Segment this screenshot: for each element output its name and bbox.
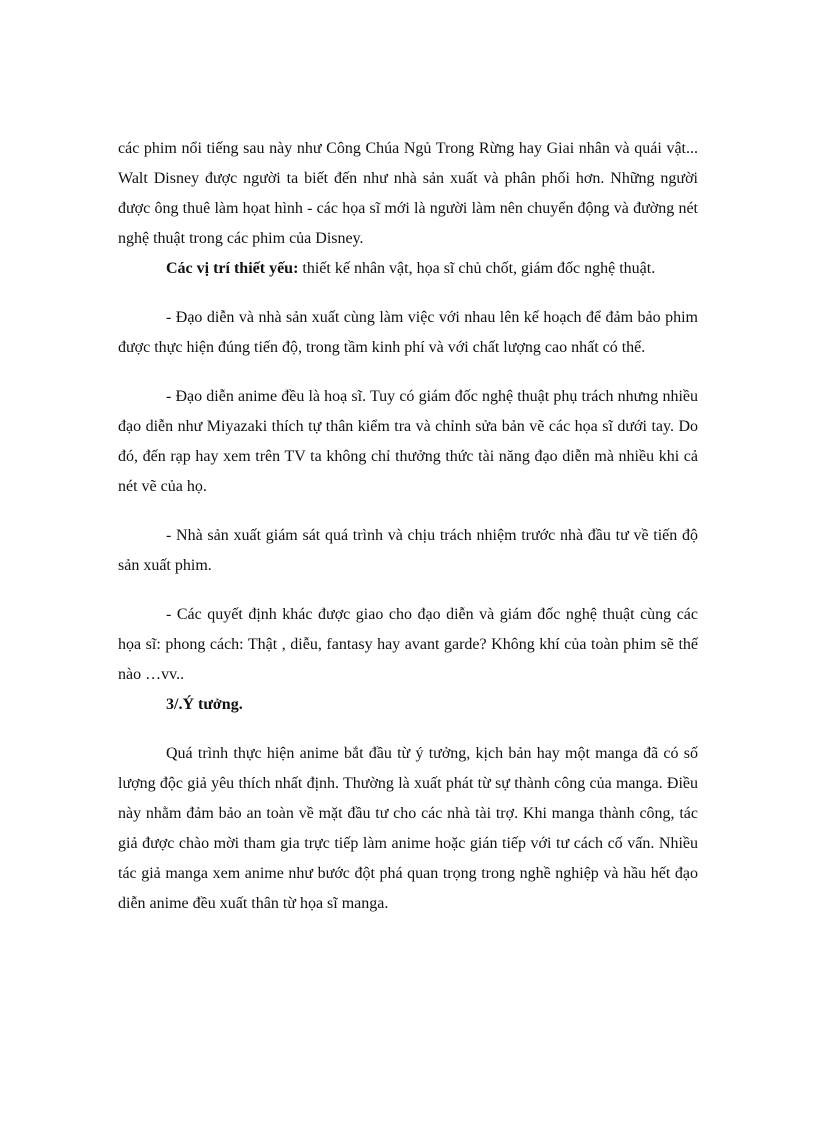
idea-paragraph: Quá trình thực hiện anime bắt đầu từ ý tưởng, kịch bản hay một manga đã có số lượng độc giả yêu thích nhất định. Thường là xuất phát từ sự thành công của manga. Điều này nhằm đảm bảo an toàn về mặt đầu tư cho các nhà tài trợ. Khi manga thành công, tác giả được chào mời tham gia trực tiếp làm anime hoặc gián tiếp với tư cách cố vấn. Nhiều tác giả manga xem anime như bước đột phá quan trọng trong nghề nghiệp và hầu hết đạo diễn anime đều xuất thân từ họa sĩ manga. xyxy=(118,745,698,912)
bullet-paragraph-other-decisions: - Các quyết định khác được giao cho đạo diễn và giám đốc nghệ thuật cùng các họa sĩ: phong cách: Thật , diễu, fantasy hay avant garde? Không khí của toàn phim sẽ thế nào …vv.. xyxy=(118,606,698,683)
section-heading: 3/.Ý tưởng. xyxy=(166,696,243,713)
bullet-paragraph-anime-director: - Đạo diễn anime đều là hoạ sĩ. Tuy có giám đốc nghệ thuật phụ trách nhưng nhiều đạo diễn như Miyazaki thích tự thân kiểm tra và chỉnh sửa bản vẽ các họa sĩ dưới tay. Do đó, đến rạp hay xem trên TV ta không chỉ thưởng thức tài năng đạo diễn mà nhiều khi cả nét vẽ của họ. xyxy=(118,388,698,495)
document-page xyxy=(118,134,698,919)
bullet-paragraph-director-producer: - Đạo diễn và nhà sản xuất cùng làm việc với nhau lên kế hoạch để đảm bảo phim được thực hiện đúng tiến độ, trong tầm kinh phí và với chất lượng cao nhất có thể. xyxy=(118,309,698,356)
intro-paragraph: các phim nổi tiếng sau này như Công Chúa Ngủ Trong Rừng hay Giai nhân và quái vật... Walt Disney được người ta biết đến như nhà sản xuất và phân phối hơn. Những người được ông thuê làm họat hình - các họa sĩ mới là người làm nên chuyển động và đường nét nghệ thuật trong các phim của Disney. xyxy=(118,140,698,247)
bullet-paragraph-producer: - Nhà sản xuất giám sát quá trình và chịu trách nhiệm trước nhà đầu tư về tiến độ sản xuất phim. xyxy=(118,527,698,574)
key-positions-text: thiết kế nhân vật, họa sĩ chủ chốt, giám đốc nghệ thuật. xyxy=(298,260,656,277)
key-positions-label: Các vị trí thiết yếu: xyxy=(166,260,299,277)
key-positions-paragraph xyxy=(118,254,698,284)
